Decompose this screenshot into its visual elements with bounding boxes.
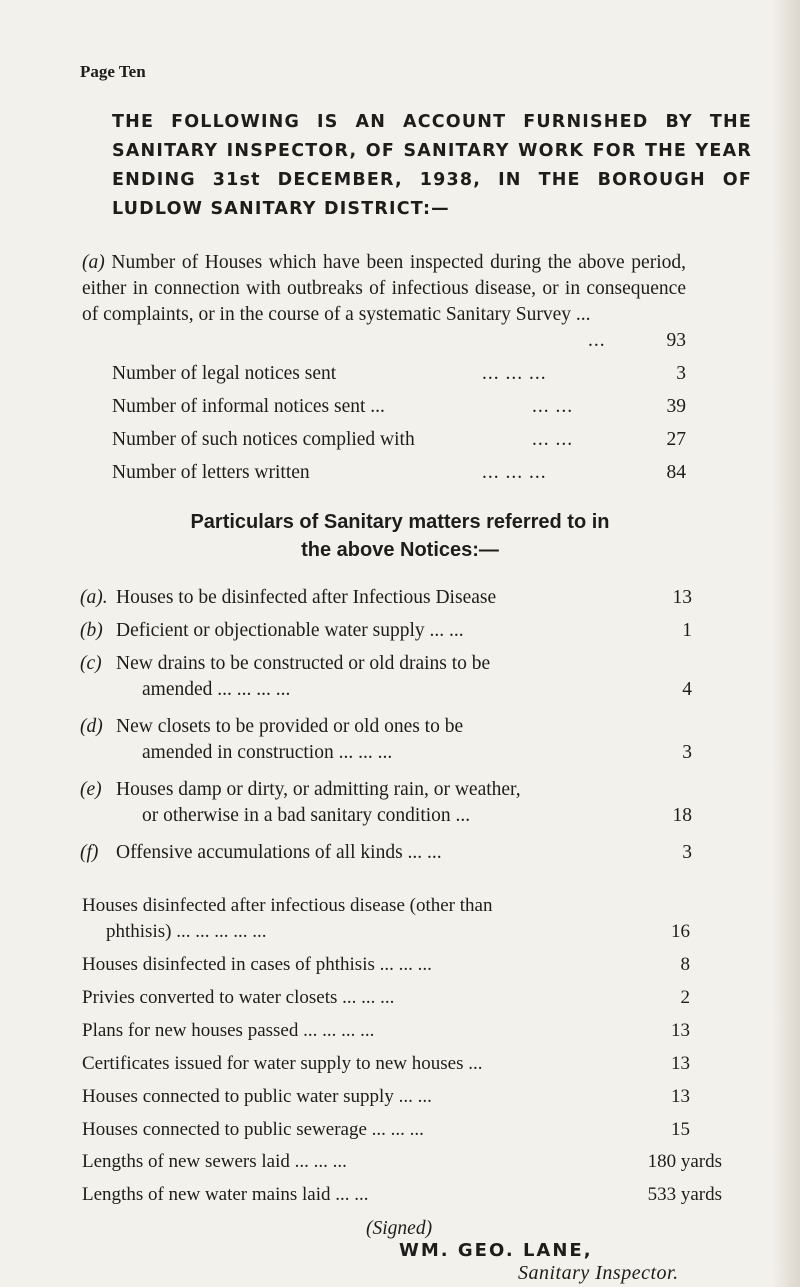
summary-text: Houses connected to public sewerage ... ... ...: [82, 1119, 424, 1140]
particular-letter: (e): [80, 779, 102, 800]
intro-dots: ...: [588, 330, 606, 351]
summary-value: 2: [680, 987, 690, 1008]
summary-value: 533 yards: [647, 1184, 722, 1205]
page-edge-shadow: [772, 0, 800, 1287]
particular-value: 3: [682, 742, 692, 763]
notice-dots: ... ... ...: [482, 462, 547, 483]
summary-value: 16: [671, 921, 690, 942]
particular-value: 18: [672, 805, 692, 826]
intro-value-row: [588, 328, 686, 354]
summary-text: Certificates issued for water supply to new houses ...: [82, 1053, 483, 1074]
intro-text: Number of Houses which have been inspected during the above period, either in connection with outbreaks of infectious disease, or in consequence of complaints, or in the course of a systematic Sanitary Survey ...: [82, 252, 686, 325]
summary-text: Lengths of new sewers laid ... ... ...: [82, 1151, 347, 1172]
particular-text-continued: or otherwise in a bad sanitary condition ...: [142, 805, 471, 826]
signer-title: Sanitary Inspector.: [518, 1262, 679, 1284]
notice-label: Number of legal notices sent: [112, 363, 337, 384]
particulars-heading: [150, 508, 650, 564]
summary-text: Privies converted to water closets ... ... ...: [82, 987, 395, 1008]
report-heading: THE FOLLOWING IS AN ACCOUNT FURNISHED BY THE SANITARY INSPECTOR, OF SANITARY WORK FOR THE YEAR ENDING 31st DECEMBER, 1938, IN THE BOROUGH OF LUDLOW SANITARY DISTRICT:—: [112, 112, 752, 219]
summary-value: 13: [671, 1086, 690, 1107]
intro-value: 93: [666, 330, 686, 351]
particulars-heading-line1: Particulars of Sanitary matters referred to in: [190, 511, 610, 533]
signed-label: (Signed): [366, 1218, 433, 1239]
particular-value: 3: [682, 842, 692, 863]
particular-text: Deficient or objectionable water supply ... ...: [116, 620, 464, 641]
notice-label: Number of letters written: [112, 462, 310, 483]
particular-letter: (f): [80, 842, 99, 863]
summary-text: Houses disinfected in cases of phthisis ... ... ...: [82, 954, 432, 975]
notice-value: 27: [666, 429, 686, 450]
notice-row: [112, 427, 686, 453]
notice-value: 84: [666, 462, 686, 483]
particular-text: Houses damp or dirty, or admitting rain, or weather,: [116, 779, 521, 800]
notice-label: Number of such notices complied with: [112, 429, 415, 450]
summary-value: 15: [671, 1119, 690, 1140]
notice-row: [112, 361, 686, 387]
notice-row: [112, 394, 686, 420]
particular-value: 13: [672, 587, 692, 608]
summary-text: Houses connected to public water supply ... ...: [82, 1086, 432, 1107]
intro-label: (a): [82, 252, 105, 273]
summary-text: Plans for new houses passed ... ... ... ...: [82, 1020, 375, 1041]
notice-value: 39: [666, 396, 686, 417]
signer-name: WM. GEO. LANE,: [399, 1240, 593, 1261]
summary-value: 180 yards: [647, 1151, 722, 1172]
intro-paragraph: [82, 250, 686, 328]
particulars-heading-line2: the above Notices:—: [301, 539, 499, 561]
notice-dots: ... ...: [532, 429, 574, 450]
summary-value: 13: [671, 1053, 690, 1074]
summary-text-continued: phthisis) ... ... ... ... ...: [106, 921, 267, 942]
summary-text: Lengths of new water mains laid ... ...: [82, 1184, 369, 1205]
notice-label: Number of informal notices sent ...: [112, 396, 385, 417]
particular-text-continued: amended ... ... ... ...: [142, 679, 291, 700]
particular-text: Houses to be disinfected after Infectious Disease: [116, 587, 497, 608]
summary-value: 8: [680, 954, 690, 975]
particular-letter: (d): [80, 716, 103, 737]
particular-value: 1: [682, 620, 692, 641]
particular-text-continued: amended in construction ... ... ...: [142, 742, 393, 763]
particular-value: 4: [682, 679, 692, 700]
summary-value: 13: [671, 1020, 690, 1041]
particular-letter: (b): [80, 620, 103, 641]
notice-row: [112, 460, 686, 486]
notice-dots: ... ...: [532, 396, 574, 417]
particular-text: Offensive accumulations of all kinds ... ...: [116, 842, 442, 863]
notice-value: 3: [676, 363, 686, 384]
particular-letter: (c): [80, 653, 102, 674]
notice-dots: ... ... ...: [482, 363, 547, 384]
summary-text: Houses disinfected after infectious disease (other than: [82, 895, 493, 916]
particular-letter: (a).: [80, 587, 108, 608]
particular-text: New closets to be provided or old ones to be: [116, 716, 464, 737]
page-label: Page Ten: [80, 62, 146, 81]
particular-text: New drains to be constructed or old drains to be: [116, 653, 491, 674]
